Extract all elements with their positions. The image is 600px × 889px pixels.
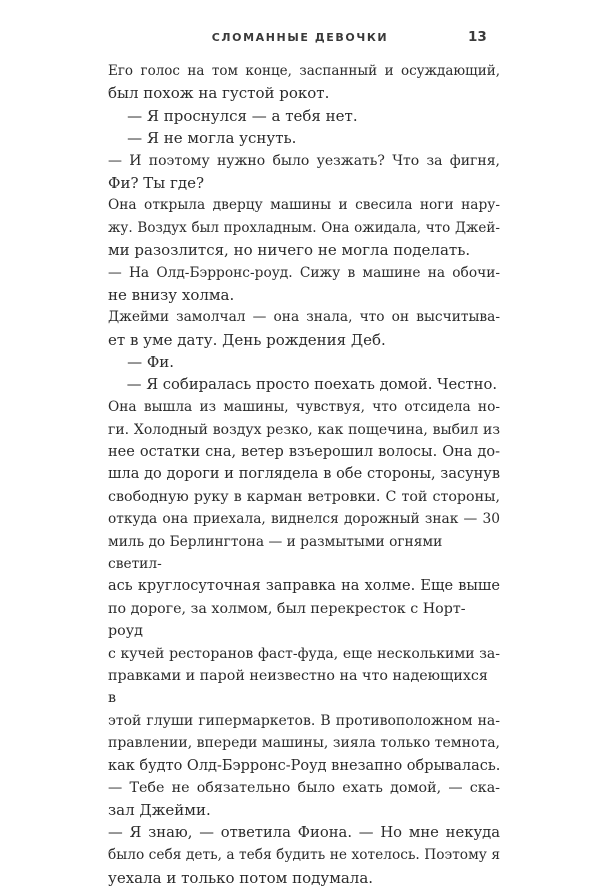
text-line: шла до дороги и поглядела в обе стороны, засунув (108, 466, 500, 483)
text-line: не внизу холма. (108, 286, 235, 305)
text-line: этой глуши гипермаркетов. В противоположном на- (108, 712, 500, 729)
text-line: как будто Олд-Бэрронс-Роуд внезапно обрывалась. (108, 757, 501, 774)
text-line: ми разозлится, но ничего не могла поделать. (108, 241, 471, 260)
text-line: уехала и только потом подумала. (108, 868, 374, 887)
text-line: свободную руку в карман ветровки. С той стороны, (108, 488, 500, 505)
text-line: Она вышла из машины, чувствуя, что отсидела но- (108, 399, 500, 416)
text-line: правлении, впереди машины, зияла только темнота, (108, 735, 500, 752)
text-line: Она открыла дверцу машины и свесила ноги нару- (108, 197, 500, 214)
text-line: откуда она приехала, виднелся дорожный знак — 30 (108, 511, 500, 528)
book-title: СЛОМАННЫЕ ДЕВОЧКИ (211, 31, 389, 44)
text-line: был похож на густой рокот. (108, 84, 330, 103)
text-line: зал Джейми. (108, 801, 211, 820)
text-line: — Тебе не обязательно было ехать домой, — ска- (108, 780, 500, 796)
text-line: Его голос на том конце, заспанный и осуждающий, (108, 63, 500, 79)
text-line: с кучей ресторанов фаст-фуда, еще несколькими за- (108, 645, 500, 662)
text-line: — Я собиралась просто поехать домой. Честно. (108, 375, 498, 393)
page-number: 13 (468, 29, 487, 45)
text-line: ась круглосуточная заправка на холме. Еще выше (108, 578, 500, 595)
text-line: было себя деть, а тебя будить не хотелось. Поэтому я (108, 847, 500, 864)
running-head (0, 31, 600, 51)
text-line: — Фи. (108, 353, 175, 372)
text-line: — И поэтому нужно было уезжать? Что за фигня, (108, 152, 500, 169)
text-line: по дороге, за холмом, был перекресток с Норт-роуд (108, 600, 466, 640)
text-line: — Я проснулся — а тебя нет. (108, 106, 358, 125)
text-line: ет в уме дату. День рождения Деб. (108, 330, 386, 349)
text-line: Фи? Ты где? (108, 174, 204, 193)
text-line: ги. Холодный воздух резко, как пощечина, выбил из (108, 421, 500, 438)
text-line: — На Олд-Бэрронс-роуд. Сижу в машине на обочи- (108, 264, 500, 281)
text-line: Джейми замолчал — она знала, что он высчитыва- (108, 309, 500, 326)
text-line: правками и парой неизвестно на что надеющихся в (108, 667, 488, 707)
text-line: — Я знаю, — ответила Фиона. — Но мне некуда (108, 823, 500, 841)
text-line: миль до Берлингтона — и размытыми огнями светил- (108, 533, 443, 572)
text-line: — Я не могла уснуть. (108, 129, 297, 148)
text-line: нее остатки сна, ветер взъерошил волосы. Она до- (108, 443, 500, 460)
body-text (108, 60, 500, 889)
text-line: жу. Воздух был прохладным. Она ожидала, что Джей- (108, 219, 500, 236)
